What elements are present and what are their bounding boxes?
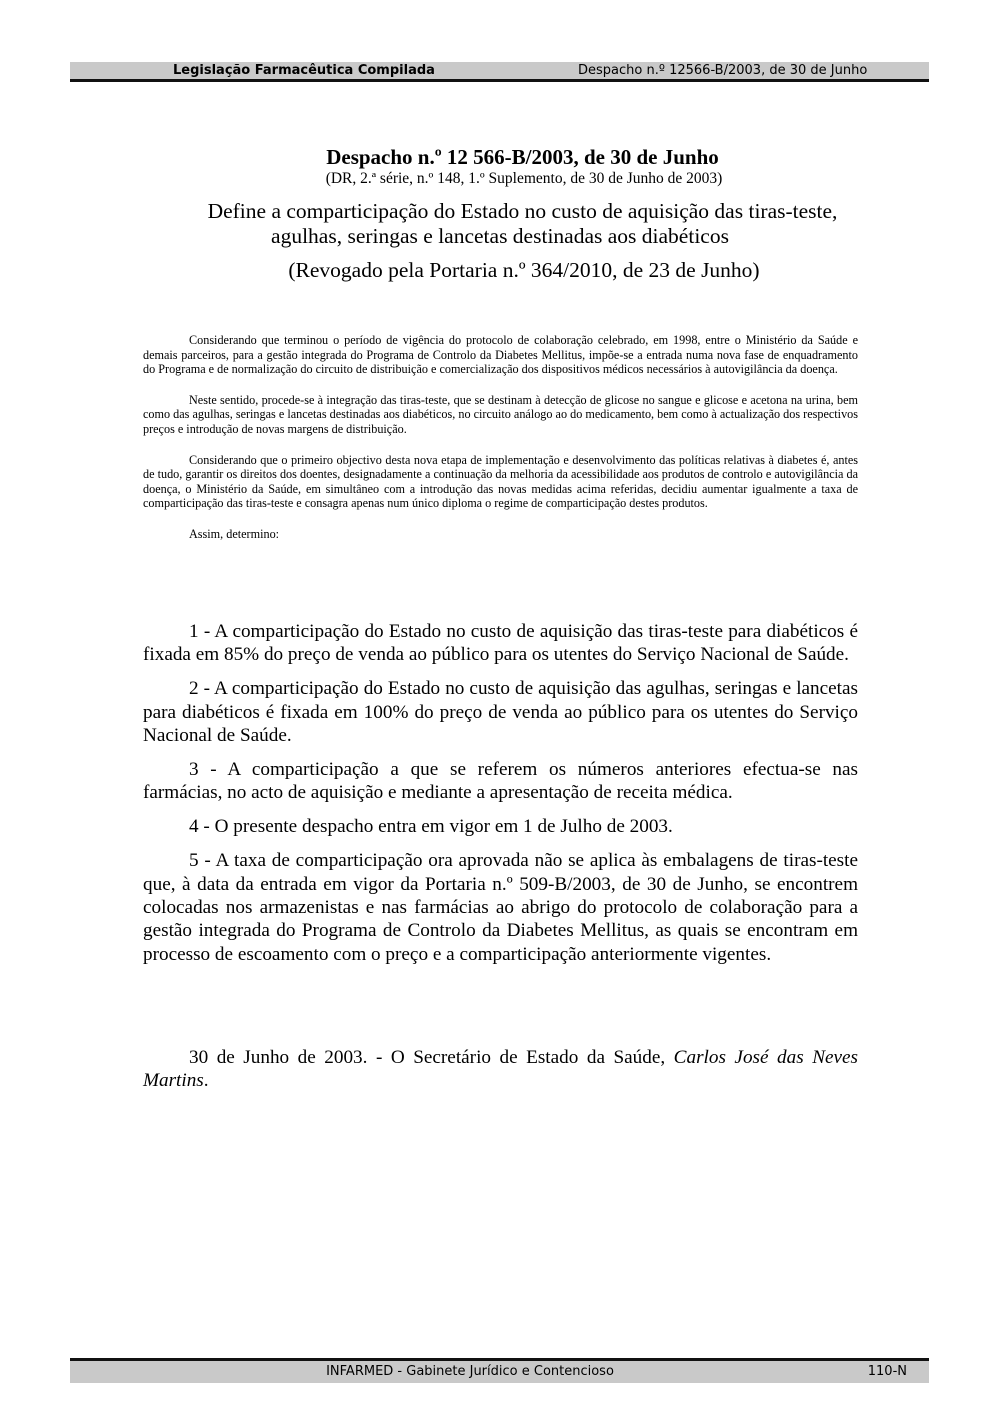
preamble-paragraph: Assim, determino: bbox=[189, 526, 280, 541]
preamble-paragraph: Considerando que terminou o período de vigência do protocolo de colaboração celebrado, em 1998, entre o Ministério da Saúde e demais parceiros, para a gestão integrada do Programa de Controlo da Diabetes Mellitus, impõe-se a entrada numa nova fase de enquadramento do Programa e de normalização do circuito de distribuição e comercialização dos dispositivos médicos necessários à autovigilância da doença. bbox=[143, 333, 858, 377]
signature-end: . bbox=[203, 1070, 209, 1092]
article-paragraph: 3 - A comparticipação a que se referem os números anteriores efectua-se nas farmácias, no acto de aquisição e mediante a apresentação de receita médica. bbox=[143, 759, 858, 804]
page-header bbox=[70, 62, 929, 82]
header-document-ref: Despacho n.º 12566-B/2003, de 30 de Junho bbox=[578, 63, 868, 78]
document-subtitle: (DR, 2.ª série, n.º 148, 1.º Suplemento, de 30 de Junho de 2003) bbox=[325, 170, 723, 187]
signature bbox=[143, 1046, 858, 1093]
document-title: Despacho n.º 12 566-B/2003, de 30 de Junho bbox=[326, 145, 719, 169]
article-paragraph: 4 - O presente despacho entra em vigor em 1 de Julho de 2003. bbox=[189, 816, 673, 838]
document-heading bbox=[0, 199, 1000, 249]
header-collection-title: Legislação Farmacêutica Compilada bbox=[173, 63, 435, 78]
revocation-note: (Revogado pela Portaria n.º 364/2010, de 23 de Junho) bbox=[288, 258, 760, 282]
article-paragraph: 5 - A taxa de comparticipação ora aprovada não se aplica às embalagens de tiras-teste que, à data da entrada em vigor da Portaria n.º 509-B/2003, de 30 de Junho, se encontrem colocadas nos armazenistas e nas farmácias ao abrigo do protocolo de colaboração para a gestão integrada do Programa de Controlo da Diabetes Mellitus, as quais se encontram em processo de escoamento com o preço e a comparticipação anteriormente vigentes. bbox=[143, 850, 858, 965]
preamble-paragraph: Considerando que o primeiro objectivo desta nova etapa de implementação e desenvolvimento das políticas relativas à diabetes é, antes de tudo, garantir os direitos dos doentes, designadamente a continuação da melhoria da acessibilidade aos produtos de controlo e autovigilância da doença, o Ministério da Saúde, em simultâneo com a introdução das novas medidas acima referidas, decidiu aumentar igualmente a taxa de comparticipação das tiras-teste e consagra apenas num único diploma o regime de comparticipação destes produtos. bbox=[143, 452, 858, 511]
article-paragraph: 2 - A comparticipação do Estado no custo de aquisição das agulhas, seringas e lancetas para diabéticos é fixada em 100% do preço de venda ao público para os utentes do Serviço Nacional de Saúde. bbox=[143, 678, 858, 747]
signature-text: 30 de Junho de 2003. - O Secretário de Estado da Saúde, bbox=[189, 1047, 674, 1068]
preamble-paragraph: Neste sentido, procede-se à integração das tiras-teste, que se destinam à detecção de glicose no sangue e glicose e acetona na urina, bem como das agulhas, seringas e lancetas destinadas aos diabéticos, no circuito análogo ao do medicamento, bem como à actualização dos respectivos preços e introdução de novas margens de distribuição. bbox=[143, 392, 858, 436]
footer-office: INFARMED - Gabinete Jurídico e Contencioso bbox=[326, 1364, 614, 1379]
document-heading-line-2: agulhas, seringas e lancetas destinadas aos diabéticos bbox=[271, 224, 729, 248]
page-number: 110-N bbox=[867, 1364, 907, 1379]
preamble bbox=[143, 333, 858, 558]
signatory-name: Carlos José das Neves Martins bbox=[143, 1047, 859, 1092]
articles bbox=[143, 620, 858, 977]
article-paragraph: 1 - A comparticipação do Estado no custo de aquisição das tiras-teste para diabéticos é fixada em 85% do preço de venda ao público para os utentes do Serviço Nacional de Saúde. bbox=[143, 621, 858, 666]
page-footer bbox=[70, 1358, 929, 1383]
document-heading-line-1: Define a comparticipação do Estado no custo de aquisição das tiras-teste, bbox=[207, 199, 838, 223]
